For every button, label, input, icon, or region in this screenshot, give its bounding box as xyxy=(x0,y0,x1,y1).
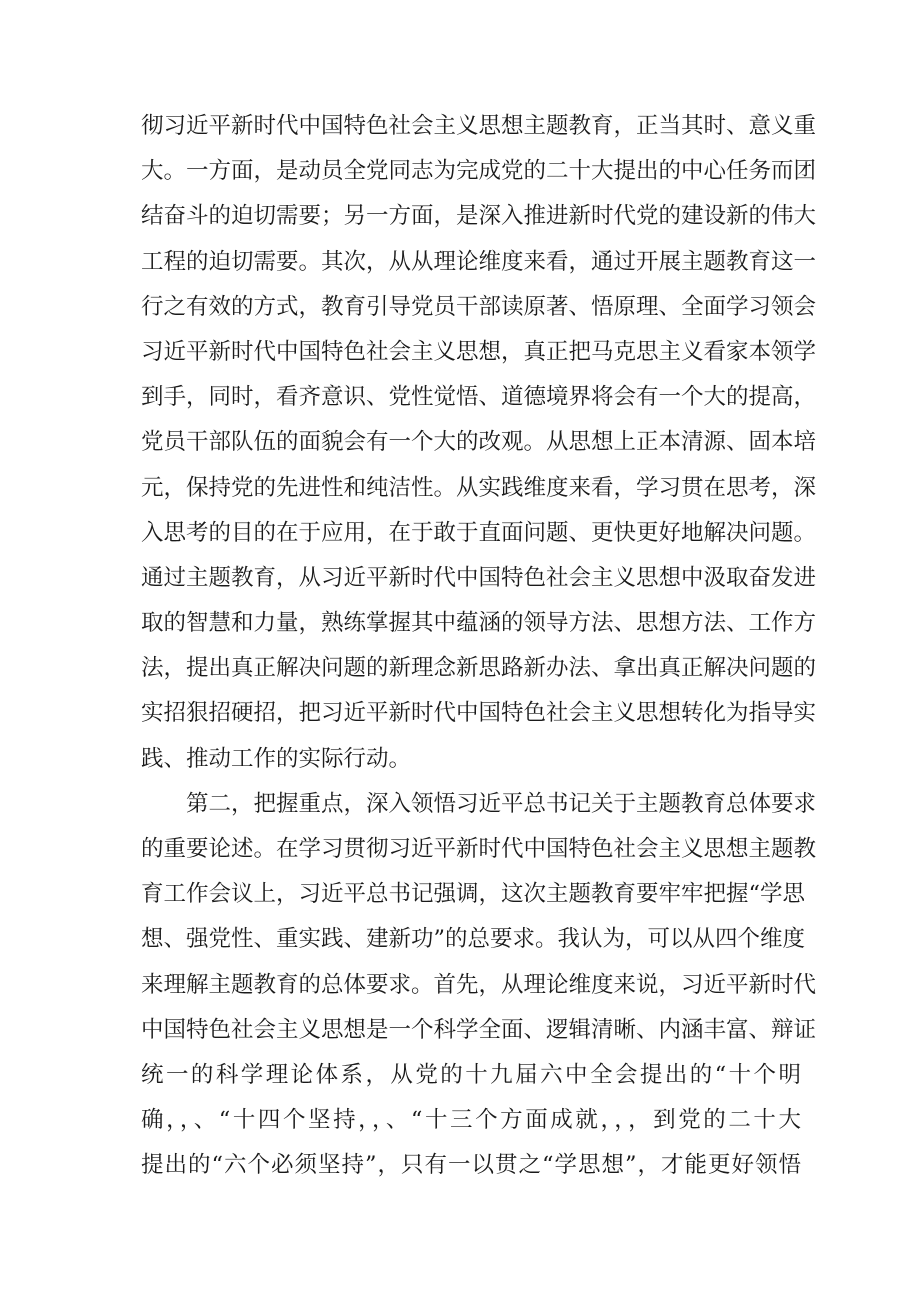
text-line: 育工作会议上，习近平总书记强调，这次主题教育要牢牢把握“学思 xyxy=(141,881,806,908)
text-line: 实招狠招硬招，把习近平新时代中国特色社会主义思想转化为指导实 xyxy=(141,700,817,727)
paragraph-2 xyxy=(141,782,817,1189)
text-line: 党员干部队伍的面貌会有一个大的改观。从思想上正本清源、固本培 xyxy=(141,429,817,456)
text-line: 工程的迫切需要。其次，从从理论维度来看，通过开展主题教育这一 xyxy=(141,248,817,275)
paragraph-1 xyxy=(141,104,817,782)
text-line: 彻习近平新时代中国特色社会主义思想主题教育，正当其时、意义重 xyxy=(141,113,817,139)
text-line: 取的智慧和力量，熟练掌握其中蕴涵的领导方法、思想方法、工作方 xyxy=(141,610,817,637)
text-line: 法，提出真正解决问题的新理念新思路新办法、拿出真正解决问题的 xyxy=(141,655,817,682)
document-body xyxy=(141,104,817,1189)
text-line: 提出的“六个必须坚持”，只有一以贯之“学思想”，才能更好领悟 xyxy=(141,1152,801,1179)
text-line: 统一的科学理论体系，从党的十九届六中全会提出的“十个明 xyxy=(141,1061,801,1088)
text-line: 元，保持党的先进性和纯洁性。从实践维度来看，学习贯在思考，深 xyxy=(141,474,817,501)
text-line: 想、强党性、重实践、建新功”的总要求。我认为，可以从四个维度 xyxy=(141,926,806,953)
text-line: 中国特色社会主义思想是一个科学全面、逻辑清晰、内涵丰富、辩证 xyxy=(141,1016,817,1043)
text-line: 习近平新时代中国特色社会主义思想，真正把马克思主义看家本领学 xyxy=(141,338,817,365)
text-line: 入思考的目的在于应用，在于敢于直面问题、更快更好地解决问题。 xyxy=(141,519,817,546)
text-line: 的重要论述。在学习贯彻习近平新时代中国特色社会主义思想主题教 xyxy=(141,836,817,862)
text-line: 通过主题教育，从习近平新时代中国特色社会主义思想中汲取奋发进 xyxy=(141,564,817,591)
text-line: 第二，把握重点，深入领悟习近平总书记关于主题教育总体要求 xyxy=(186,790,817,817)
text-line: 确，，、“十四个坚持，，、“十三个方面成就，，，到党的二十大 xyxy=(141,1107,801,1134)
text-line: 到手，同时，看齐意识、党性觉悟、道德境界将会有一个大的提高， xyxy=(141,384,817,411)
text-line: 大。一方面，是动员全党同志为完成党的二十大提出的中心任务而团 xyxy=(141,158,817,185)
text-line: 来理解主题教育的总体要求。首先，从理论维度来说，习近平新时代 xyxy=(141,971,817,998)
text-line: 践、推动工作的实际行动。 xyxy=(141,745,412,772)
text-line: 结奋斗的迫切需要；另一方面，是深入推进新时代党的建设新的伟大 xyxy=(141,203,817,230)
text-line: 行之有效的方式，教育引导党员干部读原著、悟原理、全面学习领会 xyxy=(141,293,817,320)
